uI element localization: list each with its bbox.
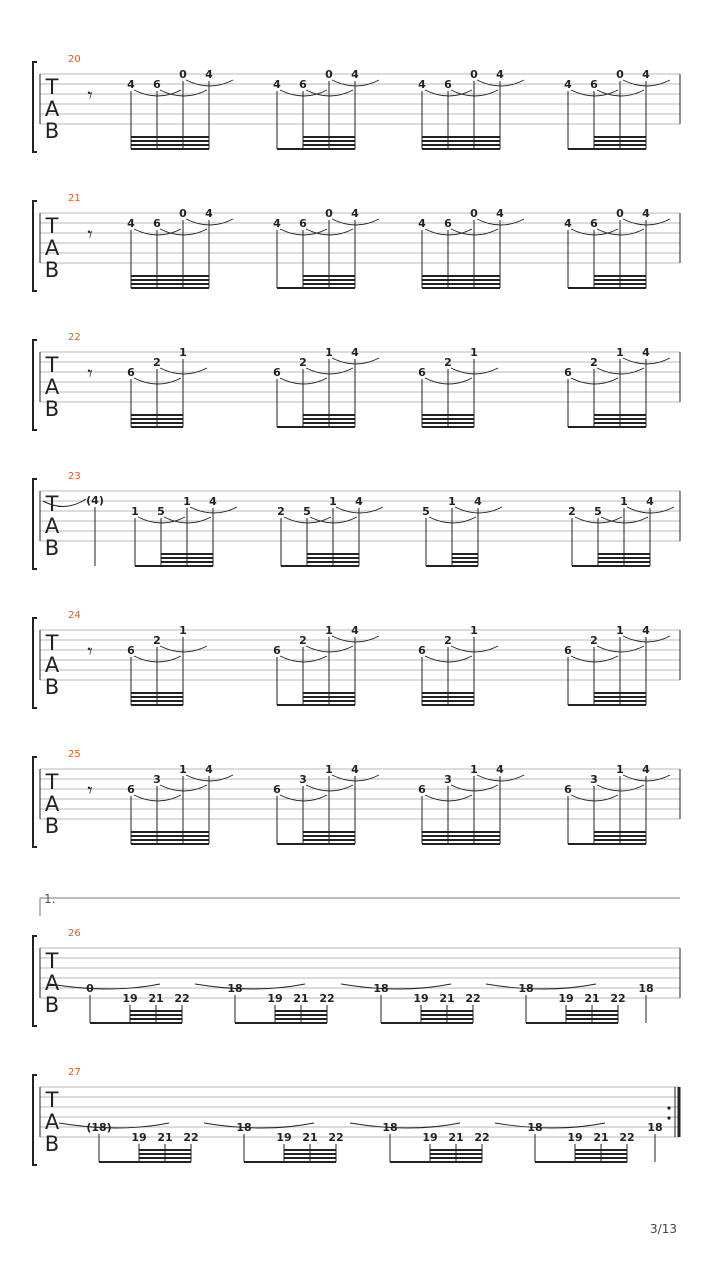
tab-clef-letter: T bbox=[45, 1088, 59, 1112]
tab-note: 21 bbox=[302, 1131, 318, 1144]
tab-note: 6 bbox=[590, 78, 598, 91]
tab-note: 0 bbox=[616, 68, 624, 81]
tab-note: 6 bbox=[418, 783, 426, 796]
tab-clef-letter: T bbox=[45, 214, 59, 238]
tab-note: 6 bbox=[444, 217, 452, 230]
tab-note: 6 bbox=[564, 783, 572, 796]
tab-note: 1 bbox=[616, 763, 624, 776]
measure-number: 23 bbox=[68, 471, 81, 482]
tab-note: 4 bbox=[642, 207, 650, 220]
system-brace bbox=[33, 201, 37, 291]
tab-note: 22 bbox=[174, 992, 190, 1005]
tab-note: 18 bbox=[382, 1121, 398, 1134]
tab-note: 21 bbox=[593, 1131, 609, 1144]
tab-note: 18 bbox=[373, 982, 389, 995]
tab-note: 22 bbox=[319, 992, 335, 1005]
measure-number: 21 bbox=[68, 193, 81, 204]
system-brace bbox=[33, 62, 37, 152]
tab-note: 5 bbox=[422, 505, 430, 518]
system-brace bbox=[33, 757, 37, 847]
tab-system bbox=[33, 749, 680, 847]
tab-note: 19 bbox=[413, 992, 429, 1005]
tab-note: 4 bbox=[496, 68, 504, 81]
tab-note: 22 bbox=[474, 1131, 490, 1144]
tab-clef-letter: T bbox=[45, 353, 59, 377]
tab-note: 4 bbox=[418, 78, 426, 91]
measure-number: 22 bbox=[68, 332, 81, 343]
tab-note: 0 bbox=[616, 207, 624, 220]
tab-note: 4 bbox=[351, 207, 359, 220]
tab-note: 2 bbox=[444, 356, 452, 369]
tab-note: 3 bbox=[299, 773, 307, 786]
tab-note: 1 bbox=[616, 346, 624, 359]
tab-note: 1 bbox=[179, 346, 187, 359]
tab-note: 2 bbox=[568, 505, 576, 518]
tab-clef-letter: B bbox=[44, 397, 60, 421]
tab-note: 1 bbox=[620, 495, 628, 508]
tab-note: 18 bbox=[518, 982, 534, 995]
page-number: 3/13 bbox=[650, 1222, 677, 1236]
tab-note: 3 bbox=[153, 773, 161, 786]
tab-note: 6 bbox=[444, 78, 452, 91]
system-brace bbox=[33, 618, 37, 708]
tab-note: 4 bbox=[205, 68, 213, 81]
tab-note: 4 bbox=[205, 763, 213, 776]
tab-note: 2 bbox=[444, 634, 452, 647]
tab-clef-letter: T bbox=[45, 770, 59, 794]
tab-note: 4 bbox=[418, 217, 426, 230]
tab-note: 1 bbox=[448, 495, 456, 508]
repeat-dot bbox=[667, 1116, 670, 1119]
tab-note: 3 bbox=[444, 773, 452, 786]
tab-note: 1 bbox=[183, 495, 191, 508]
tab-note: 6 bbox=[273, 366, 281, 379]
tab-system bbox=[33, 332, 680, 430]
tab-note: 1 bbox=[616, 624, 624, 637]
tab-note: 1 bbox=[470, 763, 478, 776]
tab-note: 21 bbox=[157, 1131, 173, 1144]
tab-note: 0 bbox=[470, 68, 478, 81]
tab-clef-letter: T bbox=[45, 492, 59, 516]
tab-note: 4 bbox=[273, 217, 281, 230]
tab-note: 5 bbox=[303, 505, 311, 518]
system-brace bbox=[33, 340, 37, 430]
tab-note: 1 bbox=[470, 346, 478, 359]
tab-note: 4 bbox=[496, 763, 504, 776]
tab-note: 6 bbox=[299, 78, 307, 91]
tab-note: 22 bbox=[328, 1131, 344, 1144]
tab-note: 2 bbox=[299, 356, 307, 369]
tab-note: 6 bbox=[127, 783, 135, 796]
rest: 𝄾 bbox=[87, 83, 93, 107]
tab-clef-letter: A bbox=[44, 1110, 60, 1134]
tab-clef-letter: B bbox=[44, 536, 60, 560]
measure-number: 20 bbox=[68, 54, 81, 65]
tab-note: 4 bbox=[127, 217, 135, 230]
tab-note: 6 bbox=[273, 783, 281, 796]
tab-note: 19 bbox=[558, 992, 574, 1005]
tab-note: 6 bbox=[127, 644, 135, 657]
tab-note: 5 bbox=[594, 505, 602, 518]
tab-note: 18 bbox=[647, 1121, 663, 1134]
tab-note: 19 bbox=[122, 992, 138, 1005]
system-brace bbox=[33, 479, 37, 569]
rest: 𝄾 bbox=[87, 778, 93, 802]
system-brace bbox=[33, 1075, 37, 1165]
rest: 𝄾 bbox=[87, 222, 93, 246]
tab-note: 4 bbox=[474, 495, 482, 508]
tab-note: 4 bbox=[127, 78, 135, 91]
tab-note: 19 bbox=[267, 992, 283, 1005]
tab-note: (18) bbox=[86, 1121, 112, 1134]
tab-note: 2 bbox=[153, 356, 161, 369]
tab-clef-letter: A bbox=[44, 653, 60, 677]
tab-note-tied: (4) bbox=[86, 494, 104, 507]
tab-system bbox=[33, 471, 680, 569]
tab-note: 18 bbox=[527, 1121, 543, 1134]
tab-note: 3 bbox=[590, 773, 598, 786]
tab-note: 4 bbox=[351, 68, 359, 81]
tab-note: 6 bbox=[299, 217, 307, 230]
system-brace bbox=[33, 936, 37, 1026]
tab-note: 4 bbox=[642, 624, 650, 637]
tab-note: 2 bbox=[153, 634, 161, 647]
tab-note: 4 bbox=[205, 207, 213, 220]
tab-note: 6 bbox=[418, 644, 426, 657]
tab-note: 4 bbox=[355, 495, 363, 508]
tab-clef-letter: A bbox=[44, 792, 60, 816]
tab-system bbox=[33, 892, 680, 1026]
tab-note: 1 bbox=[325, 346, 333, 359]
tab-note: 6 bbox=[418, 366, 426, 379]
tab-note: 21 bbox=[439, 992, 455, 1005]
tab-note: 1 bbox=[131, 505, 139, 518]
tab-note: 4 bbox=[351, 763, 359, 776]
measure-number: 25 bbox=[68, 749, 81, 760]
tab-clef-letter: T bbox=[45, 75, 59, 99]
tab-note: 22 bbox=[465, 992, 481, 1005]
tab-system bbox=[33, 193, 680, 291]
tab-note: 1 bbox=[470, 624, 478, 637]
tab-note: 2 bbox=[277, 505, 285, 518]
tab-note: 4 bbox=[209, 495, 217, 508]
tab-note: 2 bbox=[299, 634, 307, 647]
tab-note: 6 bbox=[153, 78, 161, 91]
tab-note: 18 bbox=[236, 1121, 252, 1134]
rest: 𝄾 bbox=[87, 639, 93, 663]
tab-system bbox=[33, 1067, 680, 1165]
tab-note: 6 bbox=[564, 644, 572, 657]
tab-note: 4 bbox=[351, 624, 359, 637]
tab-note: 21 bbox=[448, 1131, 464, 1144]
tab-note: 19 bbox=[422, 1131, 438, 1144]
tab-note: 6 bbox=[273, 644, 281, 657]
tab-note: 6 bbox=[153, 217, 161, 230]
tab-note: 21 bbox=[584, 992, 600, 1005]
tab-clef-letter: A bbox=[44, 971, 60, 995]
tab-note: 4 bbox=[642, 763, 650, 776]
tab-note: 21 bbox=[148, 992, 164, 1005]
tab-note: 19 bbox=[567, 1131, 583, 1144]
tab-system bbox=[33, 610, 680, 708]
tab-clef-letter: B bbox=[44, 258, 60, 282]
tab-note: 0 bbox=[179, 207, 187, 220]
tab-note: 21 bbox=[293, 992, 309, 1005]
tab-note: 0 bbox=[325, 68, 333, 81]
tab-clef-letter: T bbox=[45, 949, 59, 973]
tab-note: 22 bbox=[610, 992, 626, 1005]
tab-note: 22 bbox=[183, 1131, 199, 1144]
tab-clef-letter: B bbox=[44, 1132, 60, 1156]
tab-clef-letter: T bbox=[45, 631, 59, 655]
tab-note: 19 bbox=[131, 1131, 147, 1144]
tab-clef-letter: A bbox=[44, 236, 60, 260]
tab-clef-letter: B bbox=[44, 675, 60, 699]
measure-number: 27 bbox=[68, 1067, 81, 1078]
tab-note: 6 bbox=[127, 366, 135, 379]
tab-note: 1 bbox=[325, 763, 333, 776]
tab-note: 1 bbox=[325, 624, 333, 637]
tab-note: 6 bbox=[590, 217, 598, 230]
tab-note: 4 bbox=[273, 78, 281, 91]
tab-note: 4 bbox=[642, 346, 650, 359]
repeat-dot bbox=[667, 1106, 670, 1109]
tab-clef-letter: A bbox=[44, 97, 60, 121]
tab-note: 1 bbox=[329, 495, 337, 508]
tab-note: 5 bbox=[157, 505, 165, 518]
tab-system bbox=[33, 54, 680, 152]
tab-note: 0 bbox=[325, 207, 333, 220]
tab-note: 6 bbox=[564, 366, 572, 379]
tab-note: 4 bbox=[496, 207, 504, 220]
tab-clef-letter: B bbox=[44, 993, 60, 1017]
tab-note: 0 bbox=[179, 68, 187, 81]
tab-note: 18 bbox=[638, 982, 654, 995]
tab-note: 1 bbox=[179, 763, 187, 776]
tab-note: 4 bbox=[646, 495, 654, 508]
tab-note: 4 bbox=[351, 346, 359, 359]
tab-note: 1 bbox=[179, 624, 187, 637]
tab-note: 22 bbox=[619, 1131, 635, 1144]
tab-note: 2 bbox=[590, 356, 598, 369]
tab-note: 19 bbox=[276, 1131, 292, 1144]
tab-note: 4 bbox=[564, 217, 572, 230]
tab-clef-letter: A bbox=[44, 375, 60, 399]
tab-note: 4 bbox=[564, 78, 572, 91]
measure-number: 24 bbox=[68, 610, 81, 621]
tab-clef-letter: A bbox=[44, 514, 60, 538]
volta-label: 1. bbox=[44, 892, 56, 906]
tab-clef-letter: B bbox=[44, 814, 60, 838]
tab-note: 0 bbox=[86, 982, 94, 995]
rest: 𝄾 bbox=[87, 361, 93, 385]
measure-number: 26 bbox=[68, 928, 81, 939]
tab-note: 0 bbox=[470, 207, 478, 220]
tab-clef-letter: B bbox=[44, 119, 60, 143]
tab-note: 2 bbox=[590, 634, 598, 647]
tab-note: 4 bbox=[642, 68, 650, 81]
tab-note: 18 bbox=[227, 982, 243, 995]
